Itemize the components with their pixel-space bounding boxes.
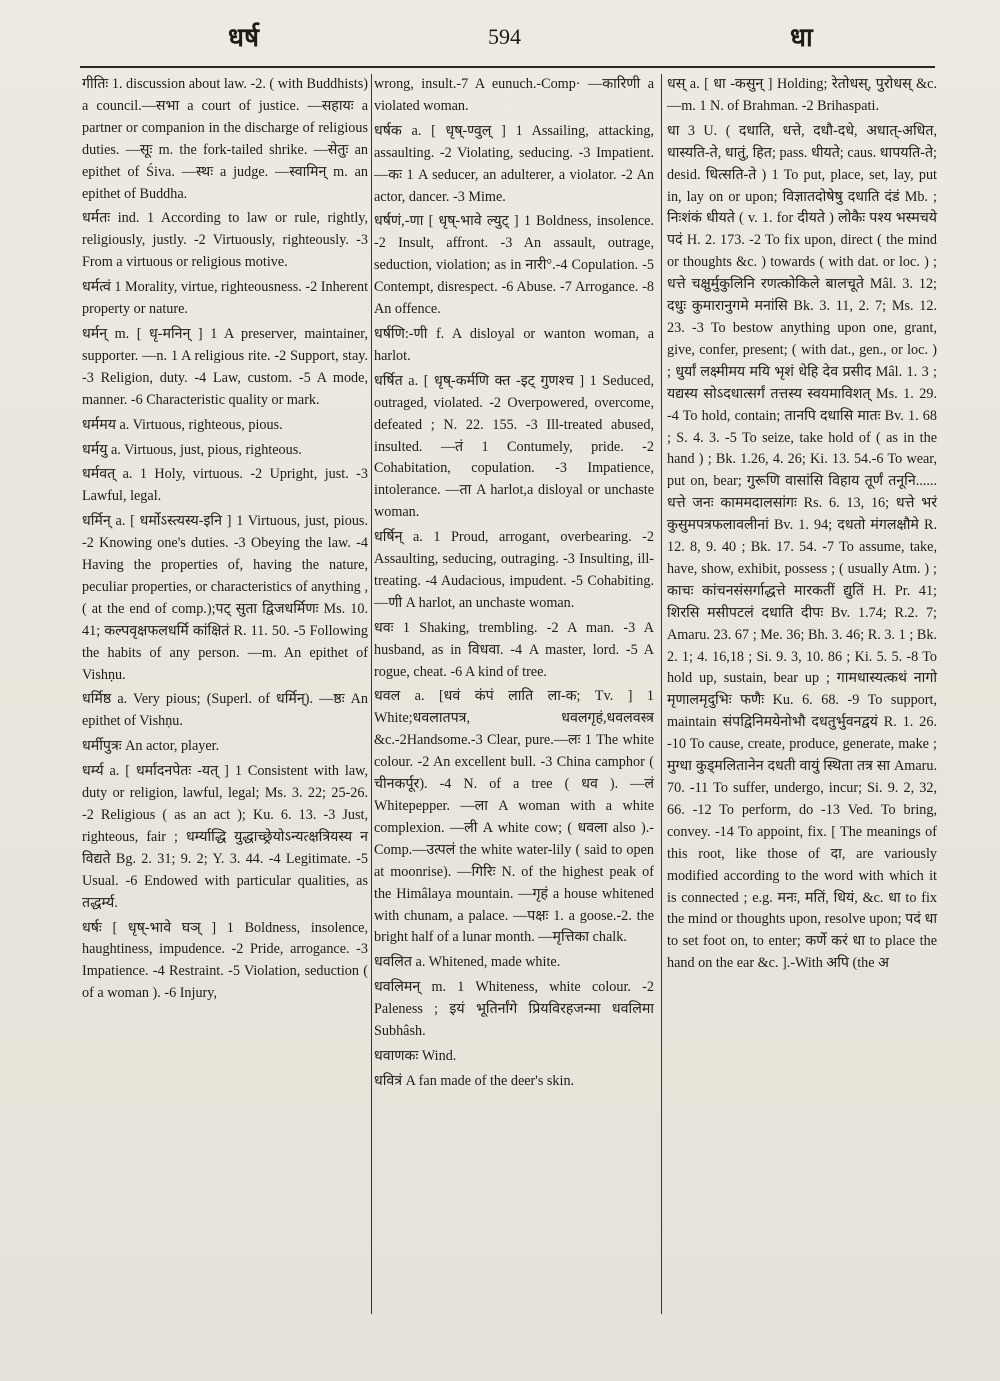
dictionary-entry: धर्मवत् a. 1 Holy, virtuous. -2 Upright, just. -3 Lawful, legal.	[82, 466, 368, 505]
dictionary-entry: धर्मत्वं 1 Morality, virtue, righteousness. -2 Inherent property or nature.	[82, 279, 369, 318]
dictionary-entry: धर्मन् m. [ धृ-मनिन् ] 1 A preserver, maintainer, supporter. —n. 1 A religious rite. -2 Support, stay. -3 Religion, duty. -4 Law, custom. -5 A mode, manner. -6 Characteristic quality or mark.	[82, 325, 368, 408]
dictionary-entry: धर्मतः ind. 1 According to law or rule, rightly, religiously, justly. -2 Virtuously, righteously. -3 From a virtuous or religious motive.	[82, 210, 368, 271]
dictionary-entry: धवलित a. Whitened, made white.	[374, 954, 561, 971]
dictionary-entry: धर्मिष्ठ a. Very pious; (Superl. of धर्मिन्). —ष्ठः An epithet of Vishṇu.	[82, 691, 368, 730]
dictionary-entry: धवाणकः Wind.	[374, 1047, 457, 1064]
dictionary-entry: धर्मिन् a. [ धर्मोऽस्त्यस्य-इनि ] 1 Virtuous, just, pious. -2 Knowing one's duties. -3 Obeying the law. -4 Having the properties of, having the nature, peculiar properties, or characteristics of anything , ( at the end of comp.);पट् सुता द्विजधर्मिणः Ms. 10. 41; कल्पवृक्षफलधर्मि कांक्षितं R. 11. 50. -5 Following the habits of any person. —m. An epithet of Vishṇu.	[82, 513, 368, 683]
column-divider	[371, 74, 372, 1314]
dictionary-entry: धर्मीपुत्रः An actor, player.	[82, 738, 220, 755]
dictionary-entry: धर्षणि:-णी f. A disloyal or wanton woman, a harlot.	[374, 325, 654, 364]
column-2	[374, 74, 654, 1096]
dictionary-entry: धर्षणं,-णा [ धृष्-भावे ल्युट् ] 1 Boldness, insolence. -2 Insult, affront. -3 An assault, outrage, seduction, violation; as in नारी°.-4 Copulation. -5 Contempt, disrespect. -6 Abuse. -7 Arrogance. -8 An offence.	[374, 213, 654, 318]
dictionary-entry: धर्षित a. [ धृष्-कर्मणि क्त -इट् गुणश्च ] 1 Seduced, outraged, violated. -2 Overpowered, overcome, defeated ; N. 22. 155. -3 Ill-treated abused, insulted. —तं 1 Contumely, pride. -2 Cohabitation, copulation. -3 Impatience, intolerance. —ता A harlot,a disloyal or unchaste woman.	[374, 372, 654, 521]
page-number: 594	[488, 24, 521, 49]
column-3	[667, 74, 937, 978]
header-rule	[80, 66, 935, 68]
dictionary-entry: धवित्रं A fan made of the deer's skin.	[374, 1072, 575, 1089]
dictionary-entry: धस् a. [ धा -कसुन् ] Holding; रेतोधस्, पुरोधस् &c. —m. 1 N. of Brahman. -2 Brihaspati.	[667, 76, 937, 114]
dictionary-entry: धर्षिन् a. 1 Proud, arrogant, overbearing. -2 Assaulting, seducing, outraging. -3 Insulting, ill-treating. -4 Audacious, impudent. -5 Cohabiting. —णी A harlot, an unchaste woman.	[374, 529, 654, 611]
dictionary-entry: धर्मयु a. Virtuous, just, pious, righteous.	[82, 441, 302, 458]
dictionary-entry: धर्षक a. [ धृष्-ण्वुल् ] 1 Assailing, attacking, assaulting. -2 Violating, seducing. -3 Impatient. —कः 1 A seducer, an adulterer, a violator. -2 An actor, dancer. -3 Mime.	[374, 122, 654, 205]
dictionary-entry: धर्ममय a. Virtuous, righteous, pious.	[82, 416, 283, 433]
dictionary-entry: धवलिमन् m. 1 Whiteness, white colour. -2 Paleness ; इयं भूतिर्नांगे प्रियविरहजन्मा धवलिमा Subhâsh.	[374, 979, 654, 1040]
dictionary-entry: धर्षः [ धृष्-भावे घञ् ] 1 Boldness, insolence, haughtiness, impudence. -2 Pride, arrogance. -3 Impatience. -4 Restraint. -5 Violation, seduction ( of a woman ). -6 Injury,	[82, 919, 368, 1002]
dictionary-entry: धवल a. [धवं कंपं लाति ला-क; Tv. ] 1 White;धवलातपत्र, धवलगृहं,धवलवस्त्र &c.-2Handsome.-3 Clear, pure.—लः 1 The white colour. -2 An excellent bull. -3 China camphor ( चीनकर्पूर). -4 N. of a tree ( धव ). —लं Whitepepper. —ला A woman with a white complexion. —ली A white cow; ( धवला also ).-Comp.—उत्पलं the white water-lily ( said to open at moonrise). —गिरिः N. of the highest peak of the Himâlaya mountain. —गृहं a house whitened with chunam, a palace. —पक्षः 1. a goose.-2. the bright half of a lunar month. —मृत्तिका chalk.	[374, 688, 654, 946]
dictionary-entry: धवः 1 Shaking, trembling. -2 A man. -3 A husband, as in विधवा. -4 A master, lord. -5 A rogue, cheat. -6 A kind of tree.	[374, 619, 654, 680]
dictionary-entry: धा 3 U. ( दधाति, धत्ते, दधौ-दधे, अधात्-अधित, धास्यति-ते, धातुं, हित; pass. धीयते; caus. धापयति-ते; desid. धित्सति-ते ) 1 To put, place, set, lay, put in, lay on or upon; विज्ञातदोषेषु दधाति दंडं Mb. ; निःशंकं धीयते ( v. 1. for दीयते ) लोकैः पश्य भस्मचये पदं H. 2. 173. -2 To fix upon, direct ( the mind or thoughts &c. ) towards ( with dat. or loc. ) ; धत्ते चक्षुर्मुकुलिनि रणत्कोकिले बालचूते Mâl. 3. 12; दधुः कुमारानुगमे मनांसि Bk. 3. 11, 2. 7; Ms. 12. 23. -3 To bestow anything upon one, grant, give, confer, present; ( with dat., gen., or loc. ) ; धुर्यां लक्ष्मीमय मयि भृशं धेहि देव प्रसीद Mâl. 1. 3 ; यद्यस्य सोऽदधात्सर्गं तत्तस्य स्वयमाविशत् Ms. 1. 29. -4 To hold, contain; तानपि दधासि मातः Bv. 1. 68 ; S. 4. 3. -5 To seize, take hold of ( as in the hand ) ; Bk. 1.26, 4. 26; Ki. 13. 54.-6 To wear, put on, bear; गुरूणि वासांसि विहाय तूर्णं तनूनि...... धत्ते जनः काममदालसांगः Rs. 6. 13, 16; धत्ते भरं कुसुमपत्रफलावलीनां Bv. 1. 94; दधतो मंगलक्षौमे R. 12. 8, 9. 40 ; Bk. 17. 54. -7 To assume, take, have, show, exhibit, possess ; ( usually Atm. ) ; काचः कांचनसंसर्गाद्धत्ते मारकतीं द्युतिं H. Pr. 41; शिरसि मसीपटलं दधाति दीपः Bv. 1.74; R.2. 7; Amaru. 23. 67 ; Me. 36; Bh. 3. 46; R. 3. 1 ; Bk. 2. 1; 4. 16,18 ; Si. 9. 3, 10. 86 ; Ki. 5. 5. -8 To hold up, sustain, bear up ; गामधास्यत्कथं नागो मृणालमृदुभिः फणैः Ku. 6. 68. -9 To support, maintain संपद्विनिमयेनोभौ दधतुर्भुवनद्वयं R. 1. 26. -10 To cause, create, produce, generate, make ; मुग्धा कुड्मलितानेन दधती वायुं स्थिता तत्र सा Amaru. 70. -11 To suffer, undergo, incur; Si. 9. 2, 32, 66. -12 To perform, do -13 Ved. To bring, convey. -14 To appoint, fix. [ The meanings of this root, like those of दा, are variously modified according to the word with which it is connected ; e.g. मनः, मतिं, धियं, &c. धा to fix the mind or thoughts upon, resolve upon; पदं धा to set foot on, to enter; कर्णे करं धा to place the hand on the ear &c. ].-With अपि (the अ	[667, 122, 937, 972]
running-head-right: धा	[790, 23, 813, 53]
column-divider	[661, 74, 662, 1314]
dictionary-entry: wrong, insult.-7 A eunuch.-Comp· —कारिणी a violated woman.	[374, 76, 654, 114]
dictionary-entry: गीतिः 1. discussion about law. -2. ( with Buddhists) a council.—सभा a court of justice. —सहायः a partner or companion in the discharge of religious duties. —सूः m. the fork-tailed shrike. —सेतुः an epithet of Śiva. —स्थः a judge. —स्वामिन् m. an epithet of Buddha.	[82, 76, 368, 202]
column-1	[82, 74, 368, 1008]
running-head-left: धर्ष	[228, 23, 260, 53]
dictionary-entry: धर्म्य a. [ धर्मादनपेतः -यत् ] 1 Consistent with law, duty or religion, lawful, legal; Ms. 3. 22; 25-26. -2 Religious ( as an act ); Ku. 6. 13. -3 Just, righteous, fair ; धर्म्याद्धि युद्धाच्छ्रेयोऽन्यत्क्षत्रियस्य न विद्यते Bg. 2. 31; 9. 2; Y. 3. 44. -4 Legitimate. -5 Usual. -6 Endowed with particular qualities, as तद्धर्म्य.	[82, 763, 368, 911]
